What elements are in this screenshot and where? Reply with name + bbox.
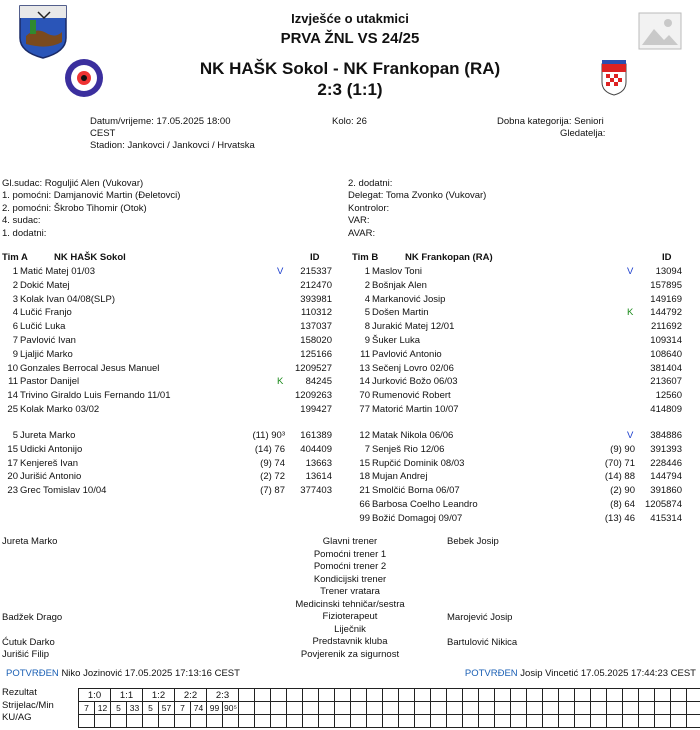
- player-id: 12560: [655, 390, 682, 402]
- staff-role: Trener vratara: [320, 586, 380, 597]
- team-a-representative: Ćutuk Darko: [2, 637, 55, 648]
- sub-minute: (2) 90: [610, 485, 635, 497]
- sub-number: 15: [7, 443, 18, 455]
- player-name: Rumenović Robert: [372, 390, 451, 402]
- empty-cell: [286, 688, 303, 702]
- player-role-mark: V: [627, 430, 634, 441]
- player-id: 149169: [650, 293, 682, 305]
- match-round: Kolo: 26: [332, 116, 367, 127]
- sub-id: 144794: [650, 471, 682, 483]
- sub-minute: (13) 46: [604, 512, 635, 524]
- official-line: Gl.sudac: Roguljić Alen (Vukovar): [2, 178, 144, 189]
- player-number: 9: [12, 348, 18, 360]
- ku-ag-cell: [174, 714, 191, 728]
- officials-left: [2, 178, 180, 240]
- ku-ag-cell: [238, 714, 255, 728]
- scorer-cell: 74: [190, 701, 207, 715]
- ku-ag-cell: [526, 714, 543, 728]
- scorer-cell: [254, 701, 271, 715]
- player-name: Lučić Franjo: [20, 307, 72, 319]
- player-number: 10: [7, 362, 18, 374]
- ku-ag-cell: [110, 714, 127, 728]
- empty-cell: [526, 688, 543, 702]
- ku-ag-cell: [414, 714, 431, 728]
- player-number: 77: [359, 404, 370, 415]
- sub-minute: (7) 87: [260, 485, 285, 497]
- team-b-confirmation: [465, 668, 696, 679]
- empty-cell: [494, 688, 511, 702]
- team-b-label: Tim B: [352, 252, 379, 263]
- player-number: 11: [8, 376, 18, 388]
- sub-name: Mujan Andrej: [372, 471, 428, 483]
- team-b-representative: Bartulović Nikica: [447, 637, 518, 648]
- empty-cell: [350, 688, 367, 702]
- sub-minute: (9) 90: [610, 443, 635, 455]
- sub-number: 17: [7, 457, 18, 469]
- empty-cell: [446, 688, 463, 702]
- ku-ag-cell: [590, 714, 607, 728]
- ku-ag-cell: [318, 714, 335, 728]
- ku-ag-cell: [382, 714, 399, 728]
- player-number: 2: [364, 279, 370, 291]
- player-number: 6: [12, 321, 18, 333]
- team-a-physio: Badžek Drago: [2, 612, 63, 623]
- sub-minute: (14) 88: [604, 471, 635, 483]
- player-number: 1: [12, 266, 18, 277]
- scorer-cell: [670, 701, 687, 715]
- scorer-cell: [398, 701, 415, 715]
- player-id: 199427: [300, 404, 332, 415]
- ku-ag-label: KU/AG: [2, 712, 32, 723]
- empty-cell: [366, 688, 383, 702]
- player-number: 70: [359, 390, 370, 402]
- player-name: Lučić Luka: [20, 321, 66, 333]
- ku-ag-cell: [270, 714, 287, 728]
- scorer-cell: [382, 701, 399, 715]
- empty-cell: [382, 688, 399, 702]
- match-datetime: Datum/vrijeme: 17.05.2025 18:00: [90, 116, 231, 127]
- player-id: 108640: [650, 348, 682, 360]
- empty-cell: [638, 688, 655, 702]
- sub-id: 228446: [650, 457, 682, 469]
- scorer-cell: [350, 701, 367, 715]
- empty-cell: [622, 688, 639, 702]
- team-b-id-header: ID: [662, 252, 672, 263]
- staff-role: Glavni trener: [322, 536, 378, 547]
- player-number: 2: [12, 279, 18, 291]
- scorer-cell: [542, 701, 559, 715]
- sub-name: Kenjereš Ivan: [20, 457, 79, 469]
- scorer-cell: [462, 701, 479, 715]
- player-number: 14: [7, 390, 18, 402]
- ku-ag-cell: [158, 714, 175, 728]
- scorer-cell: [686, 701, 700, 715]
- player-name: Sečenj Lovro 02/06: [372, 362, 454, 374]
- empty-cell: [606, 688, 623, 702]
- ku-ag-cell: [78, 714, 95, 728]
- scorer-cell: 7: [78, 701, 95, 715]
- age-category: Dobna kategorija: Seniori: [497, 116, 604, 127]
- ku-ag-cell: [302, 714, 319, 728]
- scorer-cell: 7: [174, 701, 191, 715]
- player-role-mark: K: [627, 307, 634, 319]
- scorer-cell: [366, 701, 383, 715]
- player-id: 84245: [305, 376, 332, 388]
- player-name: Bošnjak Alen: [372, 279, 427, 291]
- player-id: 212470: [300, 279, 332, 291]
- scorer-label: Strijelac/Min: [2, 699, 54, 711]
- sub-id: 377403: [300, 485, 332, 497]
- player-name: Trivino Giraldo Luis Fernando 11/01: [20, 390, 171, 402]
- empty-cell: [398, 688, 415, 702]
- scorer-cell: [606, 701, 623, 715]
- empty-cell: [542, 688, 559, 702]
- player-name: Gonzales Berrocal Jesus Manuel: [20, 362, 160, 374]
- official-line: 2. pomoćni: Škrobo Tihomir (Otok): [2, 202, 147, 214]
- ku-ag-cell: [670, 714, 687, 728]
- score-cell: 1:1: [110, 688, 143, 702]
- staff-roles: [250, 536, 450, 661]
- empty-cell: [318, 688, 335, 702]
- scorer-cell: [302, 701, 319, 715]
- empty-cell: [334, 688, 351, 702]
- player-id: 13094: [655, 266, 682, 277]
- sub-number: 12: [359, 430, 370, 441]
- sub-minute: (9) 74: [260, 457, 285, 469]
- confirmed-label: POTVRĐEN: [6, 668, 59, 679]
- ku-ag-cell: [286, 714, 303, 728]
- team-a-confirmation: [6, 668, 240, 679]
- sub-id: 391860: [650, 485, 682, 497]
- ku-ag-cell: [494, 714, 511, 728]
- sub-minute: (70) 71: [604, 457, 635, 469]
- empty-cell: [462, 688, 479, 702]
- player-name: Došen Martin: [372, 307, 429, 319]
- scorer-cell: 99: [206, 701, 223, 715]
- official-line: Kontrolor:: [348, 202, 390, 214]
- player-id: 157895: [650, 279, 682, 291]
- official-line: 2. dodatni:: [348, 178, 393, 189]
- scorer-cell: [558, 701, 575, 715]
- scorer-cell: [478, 701, 495, 715]
- player-id: 110312: [301, 307, 332, 319]
- scorer-cell: [286, 701, 303, 715]
- sub-number: 23: [7, 485, 18, 497]
- sub-id: 384886: [650, 430, 682, 441]
- ku-ag-cell: [606, 714, 623, 728]
- team-b-head-coach: Bebek Josip: [447, 536, 499, 547]
- player-name: Matić Matej 01/03: [20, 266, 95, 277]
- staff-role: Predstavnik kluba: [312, 636, 388, 647]
- confirmed-by: Niko Jozinović 17.05.2025 17:13:16 CEST: [61, 668, 240, 679]
- scorer-cell: [334, 701, 351, 715]
- player-number: 13: [359, 362, 370, 374]
- official-line: 4. sudac:: [2, 215, 41, 227]
- sub-minute: (11) 90³: [252, 430, 285, 441]
- ku-ag-cell: [622, 714, 639, 728]
- ku-ag-cell: [366, 714, 383, 728]
- officials-right: [348, 178, 486, 240]
- ku-ag-cell: [654, 714, 671, 728]
- official-line: 1. dodatni:: [2, 227, 47, 239]
- scorer-cell: 5: [110, 701, 127, 715]
- scorer-cell: [654, 701, 671, 715]
- sub-id: 404409: [300, 443, 332, 455]
- scorer-cell: [430, 701, 447, 715]
- ku-ag-cell: [126, 714, 143, 728]
- scorer-cell: [526, 701, 543, 715]
- sub-number: 18: [359, 471, 370, 483]
- team-a-id-header: ID: [310, 252, 320, 263]
- ku-ag-cell: [574, 714, 591, 728]
- match-score: 2:3 (1:1): [317, 80, 383, 99]
- empty-cell: [558, 688, 575, 702]
- player-name: Kolak Ivan 04/08(SLP): [20, 293, 116, 305]
- empty-cell: [302, 688, 319, 702]
- scorer-cell: [590, 701, 607, 715]
- scorer-cell: [238, 701, 255, 715]
- player-name: Maslov Toni: [372, 266, 422, 277]
- player-number: 4: [364, 293, 370, 305]
- scorer-cell: 12: [94, 701, 111, 715]
- player-name: Ljaljić Marko: [20, 348, 73, 360]
- empty-cell: [510, 688, 527, 702]
- player-name: Pavlović Ivan: [20, 335, 76, 346]
- official-line: 1. pomoćni: Damjanović Martin (Đeletovci): [2, 190, 181, 202]
- empty-cell: [686, 688, 700, 702]
- player-id: 109314: [650, 335, 682, 346]
- player-id: 215337: [300, 266, 332, 277]
- player-number: 7: [12, 335, 18, 346]
- player-role-mark: V: [277, 266, 284, 277]
- player-number: 5: [364, 307, 370, 319]
- staff-role: Medicinski tehničar/sestra: [295, 598, 405, 610]
- sub-id: 415314: [650, 512, 682, 524]
- player-name: Kolak Marko 03/02: [20, 404, 100, 415]
- team-b-name: NK Frankopan (RA): [405, 252, 493, 263]
- team-a-security: Jurišić Filip: [2, 649, 49, 660]
- player-id: 1209263: [295, 390, 332, 402]
- player-id: 211692: [651, 321, 682, 333]
- sub-name: Rupčić Dominik 08/03: [372, 457, 465, 469]
- player-id: 137037: [300, 321, 332, 333]
- staff-role: Pomoćni trener 1: [313, 548, 387, 560]
- sub-minute: (8) 64: [610, 499, 635, 510]
- team-a-head-coach: Jureta Marko: [2, 536, 58, 547]
- ku-ag-cell: [542, 714, 559, 728]
- scorer-cell: 90⁵: [222, 701, 239, 715]
- document-title: Izvješće o utakmici: [291, 11, 409, 26]
- player-id: 393981: [300, 293, 332, 305]
- player-number: 25: [7, 404, 18, 415]
- score-cell: 2:3: [206, 688, 239, 702]
- official-line: AVAR:: [348, 227, 376, 239]
- ku-ag-cell: [94, 714, 111, 728]
- staff-role: Povjerenik za sigurnost: [300, 648, 400, 660]
- scorer-cell: [446, 701, 463, 715]
- player-number: 11: [360, 348, 370, 360]
- ku-ag-cell: [398, 714, 415, 728]
- sub-name: Jureta Marko: [20, 430, 76, 441]
- sub-number: 15: [359, 457, 370, 469]
- sub-id: 13614: [305, 471, 332, 483]
- scorer-cell: [638, 701, 655, 715]
- ku-ag-cell: [510, 714, 527, 728]
- ku-ag-cell: [222, 714, 239, 728]
- sub-number: 20: [7, 471, 18, 483]
- ku-ag-cell: [350, 714, 367, 728]
- empty-cell: [254, 688, 271, 702]
- player-id: 158020: [300, 335, 332, 346]
- player-id: 213607: [650, 376, 682, 388]
- staff-role: Kondicijski trener: [313, 573, 387, 585]
- ku-ag-cell: [430, 714, 447, 728]
- player-id: 1209527: [295, 362, 332, 374]
- player-name: Šuker Luka: [372, 335, 421, 346]
- staff-role: Fizioterapeut: [322, 611, 378, 622]
- player-id: 381404: [650, 362, 682, 374]
- empty-cell: [238, 688, 255, 702]
- confirmed-by: Josip Vincetić 17.05.2025 17:44:23 CEST: [520, 668, 696, 679]
- player-name: Pastor Danijel: [20, 376, 80, 388]
- empty-cell: [654, 688, 671, 702]
- spectators: Gledatelja:: [560, 128, 606, 139]
- player-number: 9: [364, 335, 370, 346]
- team-b-physio: Marojević Josip: [447, 612, 513, 623]
- result-grid-labels: [2, 687, 54, 725]
- sub-name: Barbosa Coelho Leandro: [372, 499, 478, 510]
- scorer-cell: [510, 701, 527, 715]
- sub-name: Božić Domagoj 09/07: [372, 512, 463, 524]
- result-grid: [78, 688, 694, 728]
- scorer-cell: [318, 701, 335, 715]
- player-role-mark: V: [627, 266, 634, 277]
- scorer-cell: [622, 701, 639, 715]
- player-number: 4: [12, 307, 18, 319]
- player-name: Jurakić Matej 12/01: [372, 321, 455, 333]
- ku-ag-cell: [462, 714, 479, 728]
- ku-ag-cell: [558, 714, 575, 728]
- player-number: 1: [364, 266, 370, 277]
- sub-name: Grec Tomislav 10/04: [20, 485, 107, 497]
- scorer-cell: [494, 701, 511, 715]
- sub-id: 391393: [650, 443, 682, 455]
- confirmed-label: POTVRĐEN: [464, 668, 518, 679]
- player-name: Pavlović Antonio: [372, 348, 442, 360]
- sub-minute: (2) 72: [260, 471, 285, 483]
- sub-number: 66: [359, 499, 370, 510]
- match-title: NK HAŠK Sokol - NK Frankopan (RA): [199, 59, 501, 78]
- scorer-cell: 5: [142, 701, 159, 715]
- scorer-cell: [574, 701, 591, 715]
- ku-ag-cell: [142, 714, 159, 728]
- sub-name: Matak Nikola 06/06: [372, 430, 454, 441]
- empty-cell: [590, 688, 607, 702]
- scorer-cell: 33: [126, 701, 143, 715]
- official-line: VAR:: [348, 215, 370, 227]
- competition-title: PRVA ŽNL VS 24/25: [280, 30, 420, 47]
- ku-ag-cell: [254, 714, 271, 728]
- player-id: 414809: [650, 404, 682, 415]
- ku-ag-cell: [206, 714, 223, 728]
- sub-name: Smolčić Borna 06/07: [372, 485, 460, 497]
- staff-role: Pomoćni trener 2: [313, 561, 387, 572]
- result-label: Rezultat: [2, 687, 37, 698]
- scorer-cell: 57: [158, 701, 175, 715]
- ku-ag-cell: [478, 714, 495, 728]
- player-name: Jurković Božo 06/03: [372, 376, 458, 388]
- empty-cell: [478, 688, 495, 702]
- team-a-name: NK HAŠK Sokol: [54, 252, 126, 263]
- ku-ag-cell: [638, 714, 655, 728]
- score-cell: 2:2: [174, 688, 207, 702]
- scorer-cell: [270, 701, 287, 715]
- empty-cell: [670, 688, 687, 702]
- player-id: 125166: [300, 348, 332, 360]
- match-timezone: CEST: [90, 128, 116, 139]
- sub-minute: (14) 76: [254, 443, 285, 455]
- sub-id: 1205874: [645, 499, 682, 510]
- sub-id: 161389: [300, 430, 332, 441]
- ku-ag-cell: [446, 714, 463, 728]
- player-number: 3: [12, 293, 18, 305]
- sub-number: 21: [359, 485, 370, 497]
- scorer-cell: [414, 701, 431, 715]
- sub-name: Udicki Antonijo: [20, 443, 83, 455]
- ku-ag-cell: [686, 714, 700, 728]
- staff-role: Liječnik: [334, 623, 366, 635]
- team-a-label: Tim A: [2, 252, 28, 263]
- player-name: Dokić Matej: [20, 279, 70, 291]
- sub-number: 5: [12, 430, 18, 441]
- player-number: 14: [359, 376, 370, 388]
- empty-cell: [574, 688, 591, 702]
- score-cell: 1:0: [78, 688, 111, 702]
- ku-ag-cell: [334, 714, 351, 728]
- ku-ag-cell: [190, 714, 207, 728]
- empty-cell: [414, 688, 431, 702]
- player-number: 8: [364, 321, 370, 333]
- player-id: 144792: [650, 307, 682, 319]
- match-stadium: Stadion: Jankovci / Jankovci / Hrvatska: [90, 140, 255, 151]
- empty-cell: [430, 688, 447, 702]
- empty-cell: [270, 688, 287, 702]
- score-cell: 1:2: [142, 688, 175, 702]
- sub-number: 99: [359, 512, 370, 524]
- player-name: Markanović Josip: [372, 293, 446, 305]
- sub-name: Senješ Rio 12/06: [372, 443, 445, 455]
- official-line: Delegat: Toma Zvonko (Vukovar): [348, 190, 487, 202]
- player-name: Matorić Martin 10/07: [372, 404, 459, 415]
- player-role-mark: K: [277, 376, 284, 388]
- sub-id: 13663: [305, 457, 332, 469]
- sub-number: 7: [364, 443, 370, 455]
- sub-name: Jurišić Antonio: [20, 471, 82, 483]
